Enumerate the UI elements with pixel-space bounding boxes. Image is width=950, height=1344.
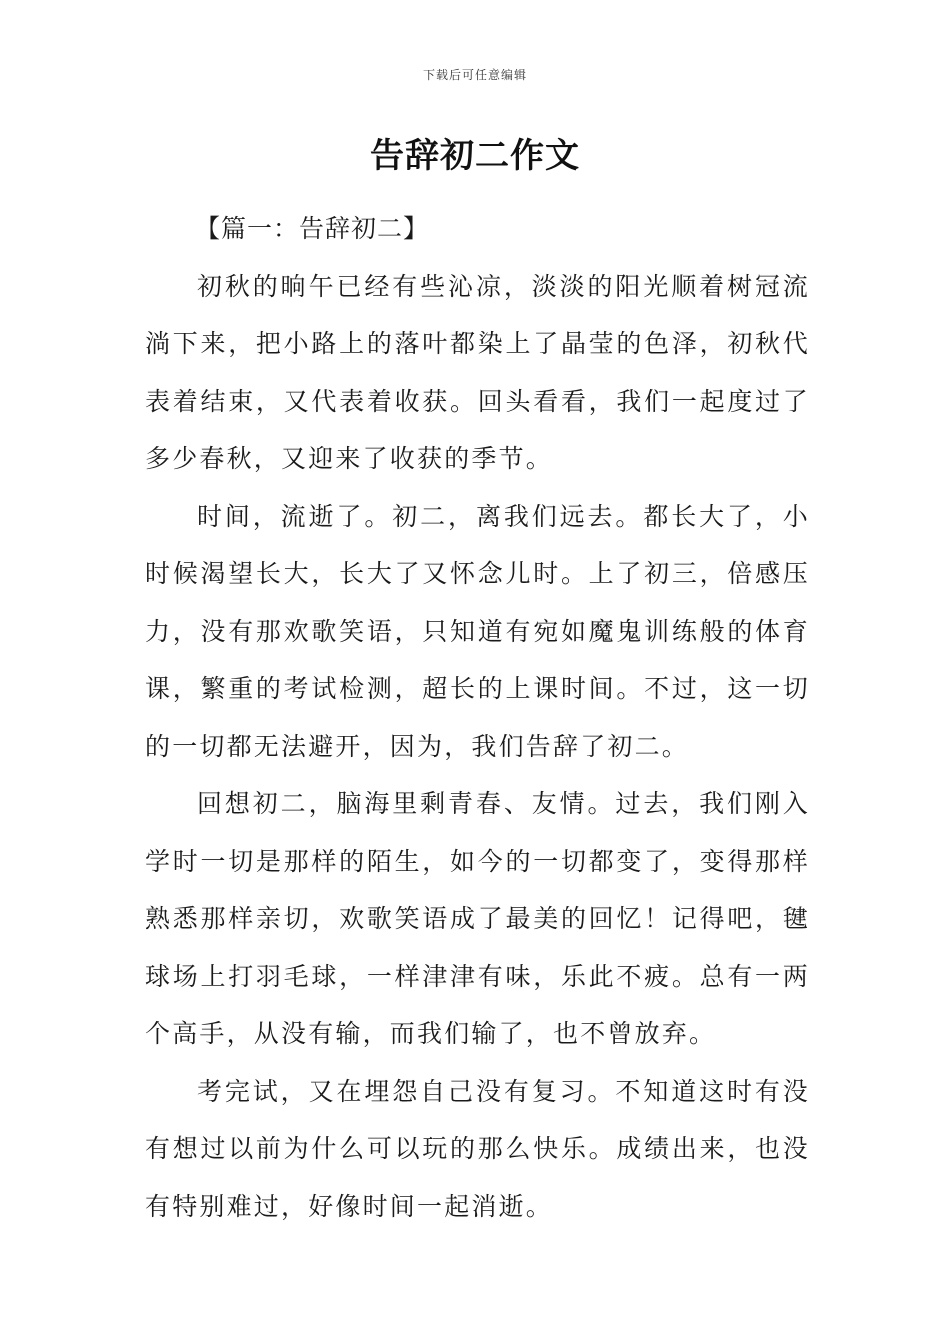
header-note: 下载后可任意编辑 <box>422 68 527 82</box>
document-title: 告辞初二作文 <box>370 136 580 176</box>
section-heading: 【篇一：告辞初二】 <box>195 214 430 243</box>
paragraph-1: 初秋的晌午已经有些沁凉，淡淡的阳光顺着树冠流淌下来，把小路上的落叶都染上了晶莹的色泽，初秋代表着结束，又代表着收获。回头看看，我们一起度过了多少春秋，又迎来了收获的季节。 <box>145 271 810 473</box>
document-body <box>145 200 810 1235</box>
paragraph-3: 回想初二，脑海里剩青春、友情。过去，我们刚入学时一切是那样的陌生，如今的一切都变了，变得那样熟悉那样亲切，欢歌笑语成了最美的回忆！记得吧，毽球场上打羽毛球，一样津津有味，乐此不疲。总有一两个高手，从没有输，而我们输了，也不曾放弃。 <box>145 789 810 1048</box>
paragraph-4: 考完试，又在埋怨自己没有复习。不知道这时有没有想过以前为什么可以玩的那么快乐。成绩出来，也没有特别难过，好像时间一起消逝。 <box>145 1076 810 1221</box>
paragraph-2: 时间，流逝了。初二，离我们远去。都长大了，小时候渴望长大，长大了又怀念儿时。上了初三，倍感压力，没有那欢歌笑语，只知道有宛如魔鬼训练般的体育课，繁重的考试检测，超长的上课时间。不过，这一切的一切都无法避开，因为，我们告辞了初二。 <box>145 501 810 761</box>
